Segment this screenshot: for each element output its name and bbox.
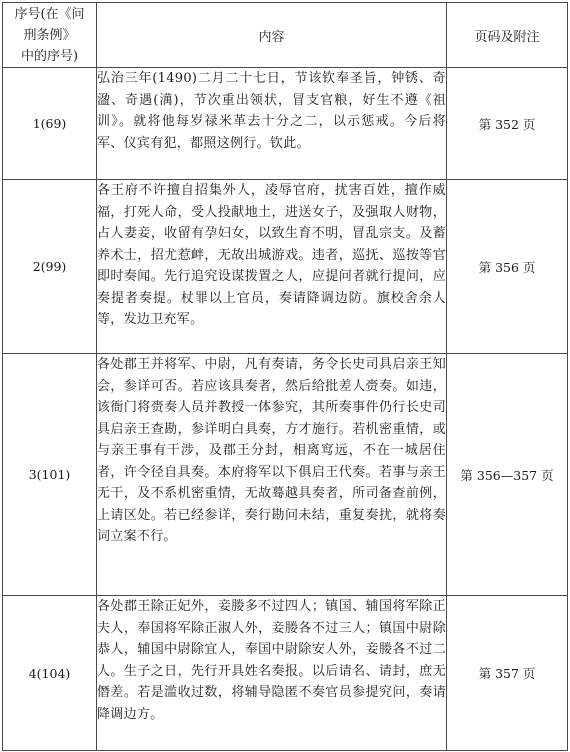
page-cell: 第 356 页 xyxy=(447,180,568,354)
seq-cell: 4(104) xyxy=(3,596,97,751)
content-cell: 各处郡王除正妃外，妾媵多不过四人；镇国、辅国将军除正夫人，奉国将军除正淑人外，妾媵各不过三人；镇国中尉除恭人，辅国中尉除宜人，奉国中尉除安人外，妾媵各不过二人。生子之日，先行开具姓名奏报。以后请名、请封，庶无僭差。若是滥收过数，将辅导隐匿不奏官员参提究问，奏请降调边方。 xyxy=(97,596,447,751)
page-cell: 第 356—357 页 xyxy=(447,354,568,596)
header-seq-line: 中的序号) xyxy=(20,48,79,64)
content-cell: 各处郡王并将军、中尉，凡有奏请，务令长史司具启亲王知会，参详可否。若应该具奏者，然后给批差人赍奏。如违，该衙门将赍奏人员并教授一体参究，其所奏事件仍行长史司具启亲王查勘，参详明白具奏，方才施行。若机密重情，或与亲王事有干涉，及郡王分封，相离窎远，不在一城居住者，许令径自具奏。本府将军以下俱启王代奏。若事与亲王无干，及不系机密重情，无故蓦越具奏者，所司备查前例，上请区处。若已经参详，奏行勘问未结，重复奏扰，就将奏词立案不行。 xyxy=(97,354,447,596)
statute-table xyxy=(2,2,568,751)
header-content: 内容 xyxy=(97,3,447,68)
header-seq xyxy=(3,3,97,68)
content-cell: 各王府不许擅自招集外人，凌辱官府，扰害百姓，擅作威福，打死人命，受人投献地土，进送女子，及强取人财物，占人妻妾，收留有孕妇女，以致生育不明，冒乱宗支。及蓄养术士，招尤惹衅，无故出城游戏。违者，巡抚、巡按等官即时奏闻。先行追究设谋拨置之人，应提问者就行提问，应奏提者奏提。杖罪以上官员，奏请降调边防。旗校舍余人等，发边卫充军。 xyxy=(97,180,447,354)
table-row xyxy=(3,596,568,751)
header-seq-line: 刑条例》 xyxy=(23,27,76,43)
page-cell: 第 357 页 xyxy=(447,596,568,751)
seq-cell: 2(99) xyxy=(3,180,97,354)
page-cell: 第 352 页 xyxy=(447,68,568,180)
content-cell: 弘治三年(1490)二月二十七日，节该钦奉圣旨，钟锈、奇溋、奇遇(澫)，节次重出领状，冒支官粮，好生不遵《祖训》。就将他每岁禄米革去十分之二，以示惩戒。今后将军、仪宾有犯，都照这例行。钦此。 xyxy=(97,68,447,180)
header-seq-line: 序号(在《问 xyxy=(14,6,85,22)
seq-cell: 1(69) xyxy=(3,68,97,180)
table-row xyxy=(3,68,568,180)
seq-cell: 3(101) xyxy=(3,354,97,596)
table-row xyxy=(3,180,568,354)
header-page: 页码及附注 xyxy=(447,3,568,68)
table-row xyxy=(3,354,568,596)
header-row xyxy=(3,3,568,68)
